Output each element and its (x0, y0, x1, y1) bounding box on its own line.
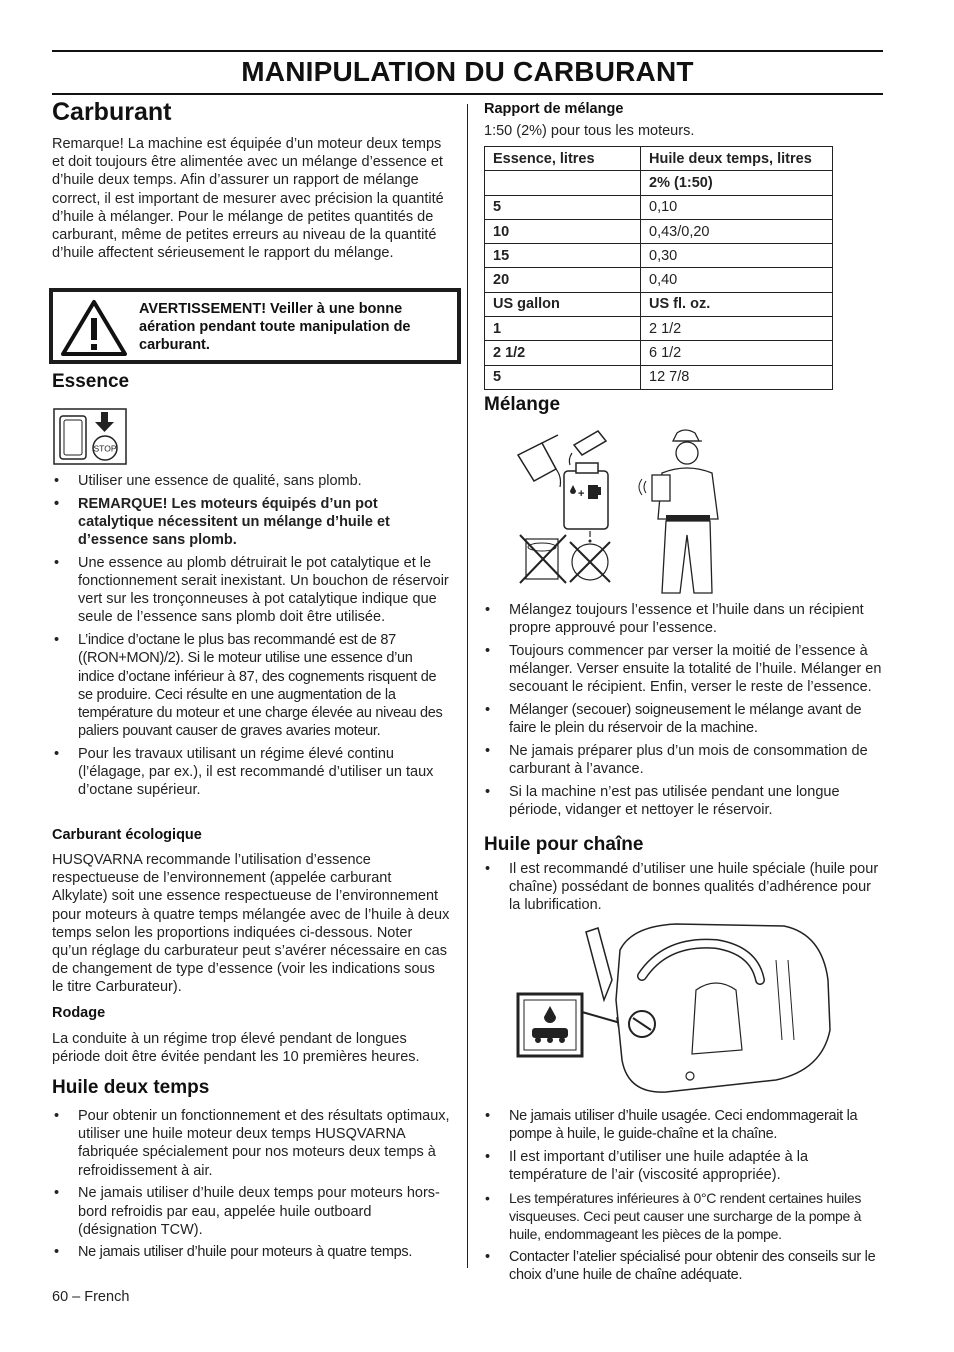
top-rule (52, 50, 883, 52)
table-cell (485, 171, 641, 195)
table-row (485, 292, 833, 316)
oil-can-icon (518, 435, 561, 487)
subheading-rodage: Rodage (52, 1005, 106, 1021)
table-cell: 2 1/2 (641, 317, 833, 341)
table-cell: 2% (1:50) (641, 171, 833, 195)
page-title: MANIPULATION DU CARBURANT (241, 56, 694, 87)
list-item: • Les températures inférieures à 0°C rendent certaines huiles visqueuses. Ceci peut causer une surcharge de la pompe à huile, endommageant les pièces de la pompe. (483, 1189, 883, 1244)
table-row (485, 341, 833, 365)
section-heading-essence: Essence (52, 371, 130, 392)
section-heading-huile-pour-chaine: Huile pour chaîne (484, 834, 644, 855)
melange-list (483, 601, 883, 824)
table-cell: Essence, litres (485, 147, 641, 171)
chainsaw-body (586, 924, 830, 1092)
oil2t-list (52, 1107, 452, 1266)
mix-ratio-table (484, 146, 833, 390)
list-item: • L’indice d’octane le plus bas recommandé est de 87 ((RON+MON)/2). Si le moteur utilise une essence d’un indice d’octane inférieur à 87, des cognements risquent de se produire. Ceci résulte en une augmentation de la température du moteur et une charge élevée au niveau des paliers pouvant causer de graves avaries moteur. (52, 631, 450, 740)
list-item: • Si la machine n’est pas utilisée pendant une longue période, vidanger et nettoyer le réservoir. (483, 783, 883, 819)
list-item: • Il est important d’utiliser une huile adaptée à la température de l’air (viscosité appropriée). (483, 1148, 883, 1184)
table-cell: 5 (485, 195, 641, 219)
table-cell: 0,43/0,20 (641, 219, 833, 243)
table-row (485, 147, 833, 171)
table-cell: US gallon (485, 292, 641, 316)
table-row (485, 365, 833, 389)
warning-triangle-icon (59, 298, 129, 358)
table-cell: 15 (485, 244, 641, 268)
column-divider (467, 104, 468, 1268)
chain-oil-list (483, 1107, 883, 1289)
list-item: • REMARQUE! Les moteurs équipés d’un pot catalytique nécessitent un mélange d’huile et d’essence sans plomb. (52, 495, 450, 550)
list-item: • Ne jamais préparer plus d’un mois de consommation de carburant à l’avance. (483, 742, 883, 778)
section-heading-melange: Mélange (484, 394, 561, 415)
table-cell: 1 (485, 317, 641, 341)
list-item: • Ne jamais utiliser d’huile pour moteurs à quatre temps. (52, 1243, 452, 1261)
table-cell: 0,30 (641, 244, 833, 268)
list-item: • Utiliser une essence de qualité, sans plomb. (52, 472, 450, 490)
title-underline (52, 93, 883, 95)
list-item: • Pour les travaux utilisant un régime élevé continu (l’élagage, par ex.), il est recommandé d’utiliser un taux d’octane supérieur. (52, 745, 450, 800)
table-cell: 0,10 (641, 195, 833, 219)
warning-box (49, 288, 461, 364)
no-mixing-in-wrong-container-icon (520, 535, 566, 583)
table-row (485, 244, 833, 268)
fuel-cap-stop-icon (53, 408, 127, 465)
fuel-can-icon (564, 431, 608, 529)
list-item: • Contacter l’atelier spécialisé pour obtenir des conseils sur le choix d’une huile de chaîne adéquate. (483, 1248, 883, 1284)
subheading-carburant-ecologique: Carburant écologique (52, 827, 202, 843)
table-cell: 2 1/2 (485, 341, 641, 365)
svg-text:+: + (578, 488, 585, 500)
stop-label: STOP (93, 443, 117, 454)
mixing-illustration (512, 425, 727, 597)
subheading-rapport-melange: Rapport de mélange (484, 101, 624, 117)
list-item: • Mélanger (secouer) soigneusement le mélange avant de faire le plein du réservoir de la machine. (483, 701, 883, 737)
intro-paragraph: Remarque! La machine est équipée d’un moteur deux temps et doit toujours être alimentée avec un mélange d’essence et d’huile deux temps. Afin d’assurer un rapport de mélange correct, il est important de mesurer avec précision la quantité d’huile à mélanger. Pour le mélange de petites quantités de carburant, même de petites erreurs au niveau de la quantité d’huile affectent sérieusement le rapport du mélange. (52, 136, 444, 262)
table-row (485, 219, 833, 243)
eco-paragraph: HUSQVARNA recommande l’utilisation d’essence respectueuse de l’environnement (appelée carburant Alkylate) soit une essence respectueuse de l’environnement pour moteurs à quatre temps mélangée avec de l’huile à deux temps selon les proportions indiquées ci-dessous. Noter qu’un réglage du carburateur peut s’avérer nécessaire en cas de changement de type d’essence (voir les indications sous le titre Carburateur). (52, 852, 450, 996)
table-cell: 6 1/2 (641, 341, 833, 365)
section-heading-huile-deux-temps: Huile deux temps (52, 1077, 210, 1098)
table-cell: 12 7/8 (641, 365, 833, 389)
table-cell: 10 (485, 219, 641, 243)
page-footer: 60 – French (52, 1289, 130, 1305)
table-cell: 20 (485, 268, 641, 292)
chain-intro-list (483, 860, 883, 919)
table-cell: 5 (485, 365, 641, 389)
list-item: • Mélangez toujours l’essence et l’huile dans un récipient propre approuvé pour l’essence. (483, 601, 883, 637)
table-cell: Huile deux temps, litres (641, 147, 833, 171)
warning-text: AVERTISSEMENT! Veiller à une bonne aération pendant toute manipulation de carburant. (139, 301, 411, 354)
list-item: • Ne jamais utiliser d’huile usagée. Ceci endommagerait la pompe à huile, le guide-chaîne et la chaîne. (483, 1107, 883, 1143)
chain-oil-symbol-icon (518, 994, 582, 1056)
chain-oil-cap-illustration (516, 920, 836, 1102)
table-row (485, 195, 833, 219)
table-row (485, 268, 833, 292)
table-row (485, 317, 833, 341)
list-item: • Il est recommandé d’utiliser une huile spéciale (huile pour chaîne) possédant de bonnes qualités d’adhérence pour la lubrification. (483, 860, 883, 915)
list-item: • Une essence au plomb détruirait le pot catalytique et le fonctionnement serait inexistant. Un bouchon de réservoir vert sur les tronçonneuses à pot catalytique indique que seule de l’essence sans plomb doit être utilisée. (52, 554, 450, 627)
table-cell: US fl. oz. (641, 292, 833, 316)
list-item: • Toujours commencer par verser la moitié de l’essence à mélanger. Verser ensuite la totalité de l’huile. Mélanger en secouant le récipient. Enfin, verser le reste de l’essence. (483, 642, 883, 697)
table-cell: 0,40 (641, 268, 833, 292)
essence-list (52, 472, 450, 804)
rodage-paragraph: La conduite à un régime trop élevé pendant de longues période doit être évitée pendant les 10 premières heures. (52, 1031, 420, 1066)
list-item: • Pour obtenir un fonctionnement et des résultats optimaux, utiliser une huile moteur deux temps HUSQVARNA fabriquée spécialement pour nos moteurs deux temps à refroidissement à air. (52, 1107, 452, 1180)
no-shaking-with-hands-icon (570, 542, 610, 582)
list-item: • Ne jamais utiliser d’huile deux temps pour moteurs hors-bord refroidis par eau, appelée huile outboard (désignation TCW). (52, 1184, 452, 1239)
table-row (485, 171, 833, 195)
section-heading-carburant: Carburant (52, 98, 172, 126)
person-shaking-can-figure (639, 430, 718, 593)
ratio-text: 1:50 (2%) pour tous les moteurs. (484, 123, 695, 139)
